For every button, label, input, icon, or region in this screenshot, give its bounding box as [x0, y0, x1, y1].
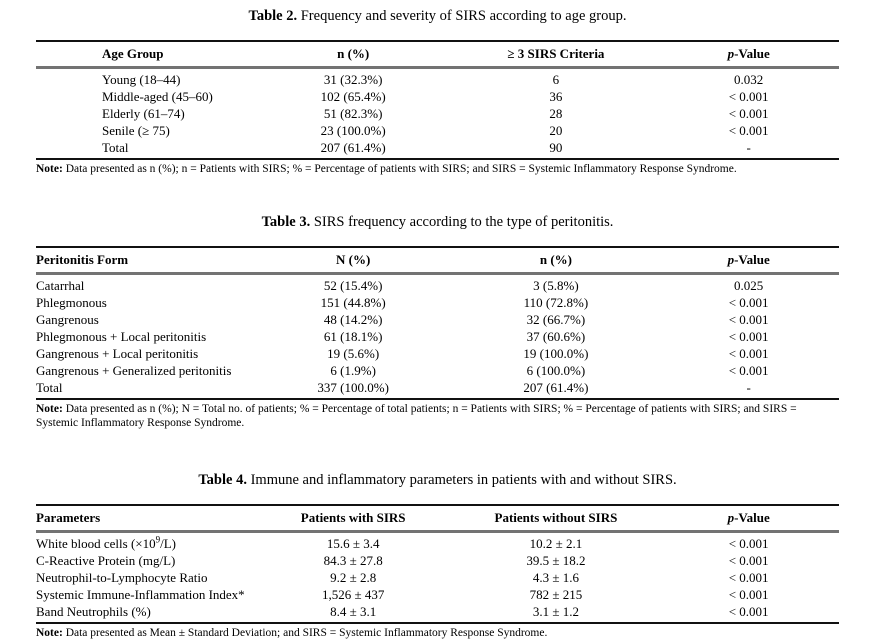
table-row: [36, 274, 839, 295]
table-cell: Gangrenous: [36, 312, 99, 327]
table3-caption-text: SIRS frequency according to the type of peritonitis.: [310, 214, 614, 230]
table-cell: Gangrenous + Local peritonitis: [36, 346, 199, 361]
table-cell: Band Neutrophils (%): [36, 604, 151, 619]
table2-caption: [36, 7, 839, 25]
table-cell: < 0.001: [728, 329, 769, 344]
table-cell: 337 (100.0%): [317, 380, 389, 395]
table-cell: 1,526 ± 437: [321, 587, 385, 602]
table-cell: 782 ± 215: [529, 587, 583, 602]
table-cell: < 0.001: [728, 570, 769, 585]
table-cell: < 0.001: [728, 295, 769, 310]
table3-note: [36, 402, 839, 430]
table2-caption-text: Frequency and severity of SIRS according to age group.: [297, 8, 627, 24]
table-cell: 36: [549, 89, 563, 104]
table2-note-text: Data presented as n (%); n = Patients with SIRS; % = Percentage of patients with SIRS; and SIRS = Systemic Inflammatory Response Syndrome.: [62, 163, 737, 175]
table-cell: Gangrenous + Generalized peritonitis: [36, 363, 232, 378]
table-cell: 6 (1.9%): [330, 363, 376, 378]
table3-caption: [36, 213, 839, 231]
table-row: [36, 105, 839, 122]
table-cell-wbc: [36, 532, 253, 553]
table3-note-text: Data presented as n (%); N = Total no. of patients; % = Percentage of total patients; n = Patients with SIRS; % = Percentage of patients with SIRS; and SIRS = Systemic Inflammatory Response Syndrome.: [36, 403, 797, 429]
p-value-italic-p: p: [727, 510, 735, 525]
table-cell: < 0.001: [728, 312, 769, 327]
table2-age-group-table: [36, 40, 839, 160]
table4-col-with-sirs: Patients with SIRS: [253, 505, 454, 532]
table-cell: 51 (82.3%): [323, 106, 383, 121]
table-cell: Senile (≥ 75): [102, 123, 170, 138]
table-cell: < 0.001: [728, 536, 769, 551]
table-cell: Systemic Immune-Inflammation Index*: [36, 587, 245, 602]
table-cell: 32 (66.7%): [526, 312, 586, 327]
table-row: [36, 532, 839, 553]
table-cell: 28: [549, 106, 563, 121]
table2-col-p-value: [658, 41, 839, 68]
table-cell: 90: [549, 140, 563, 155]
table3-col-n-pct: n (%): [454, 247, 659, 274]
table-row: [36, 328, 839, 345]
table-cell: 37 (60.6%): [526, 329, 586, 344]
table-cell: < 0.001: [728, 89, 769, 104]
table4-header-row: [36, 505, 839, 532]
table2-note-label: Note:: [36, 163, 63, 175]
table-cell: Catarrhal: [36, 278, 85, 293]
table-row-total: [36, 139, 839, 159]
table-cell: 19 (100.0%): [523, 346, 589, 361]
p-value-italic-p: p: [727, 252, 735, 267]
table2-header-row: [36, 41, 839, 68]
table-row: [36, 586, 839, 603]
table-cell: 6: [552, 72, 560, 87]
table4-caption: [36, 471, 839, 489]
wbc-prefix: White blood cells (×10: [36, 536, 156, 551]
table-cell: 207 (61.4%): [523, 380, 589, 395]
table-cell: Elderly (61–74): [102, 106, 185, 121]
wbc-superscript: 9: [155, 534, 161, 545]
table3-col-peritonitis-form: Peritonitis Form: [36, 247, 253, 274]
table-cell: 8.4 ± 3.1: [330, 604, 377, 619]
table-row: [36, 88, 839, 105]
table-cell: Neutrophil-to-Lymphocyte Ratio: [36, 570, 208, 585]
table-cell: 0.032: [734, 72, 764, 87]
table4-caption-text: Immune and inflammatory parameters in patients with and without SIRS.: [246, 472, 677, 488]
table-cell: 23 (100.0%): [320, 123, 386, 138]
table-row-total: [36, 379, 839, 399]
table3-col-N-pct: N (%): [253, 247, 454, 274]
table-cell: Middle-aged (45–60): [102, 89, 213, 104]
table2-col-age-group: Age Group: [36, 41, 253, 68]
table-row: [36, 68, 839, 89]
table4-caption-label: Table 4.: [198, 472, 247, 488]
table-cell: 39.5 ± 18.2: [526, 553, 586, 568]
table3-col-p-value: [658, 247, 839, 274]
table-cell: -: [746, 140, 751, 155]
table-cell: 20: [549, 123, 563, 138]
table-cell: 4.3 ± 1.6: [532, 570, 579, 585]
table-row: [36, 311, 839, 328]
table2-note: [36, 162, 839, 176]
table-cell: < 0.001: [728, 587, 769, 602]
table-cell: 48 (14.2%): [323, 312, 383, 327]
table4-note-text: Data presented as Mean ± Standard Deviation; and SIRS = Systemic Inflammatory Response Syndrome.: [62, 627, 548, 639]
table4-col-parameters: Parameters: [36, 505, 253, 532]
table4-parameters-table: [36, 504, 839, 624]
wbc-suffix: /L): [160, 536, 176, 551]
table2-col-sirs-criteria: ≥ 3 SIRS Criteria: [454, 41, 659, 68]
table-cell: < 0.001: [728, 604, 769, 619]
table-cell: 3 (5.8%): [533, 278, 579, 293]
table-cell: 207 (61.4%): [320, 140, 386, 155]
table-cell: < 0.001: [728, 106, 769, 121]
p-value-rest: -Value: [734, 510, 770, 525]
table3-caption-label: Table 3.: [261, 214, 311, 230]
table2-col-n-pct: n (%): [253, 41, 454, 68]
table-cell: Phlegmonous + Local peritonitis: [36, 329, 207, 344]
table2-caption-label: Table 2.: [248, 8, 298, 24]
table-row: [36, 362, 839, 379]
table-cell: 61 (18.1%): [323, 329, 383, 344]
table-cell: Young (18–44): [102, 72, 181, 87]
table-cell: 3.1 ± 1.2: [532, 604, 579, 619]
table-cell: Total: [102, 140, 129, 155]
table-cell: C-Reactive Protein (mg/L): [36, 553, 176, 568]
table-cell: 102 (65.4%): [320, 89, 386, 104]
table-cell: 84.3 ± 27.8: [323, 553, 383, 568]
table4-note-label: Note:: [36, 627, 63, 639]
table4-col-p-value: [658, 505, 839, 532]
table-cell: Total: [36, 380, 63, 395]
table-cell: Phlegmonous: [36, 295, 107, 310]
table4-col-without-sirs: Patients without SIRS: [454, 505, 659, 532]
table-row: [36, 122, 839, 139]
table-cell: < 0.001: [728, 553, 769, 568]
table-cell: 15.6 ± 3.4: [326, 536, 380, 551]
table-row: [36, 552, 839, 569]
table-cell: 31 (32.3%): [323, 72, 383, 87]
table-cell: 10.2 ± 2.1: [529, 536, 583, 551]
table-cell: 6 (100.0%): [526, 363, 586, 378]
p-value-italic-p: p: [727, 46, 735, 61]
table3-header-row: [36, 247, 839, 274]
table-row: [36, 294, 839, 311]
table3-note-label: Note:: [36, 403, 63, 415]
table3-peritonitis-table: [36, 246, 839, 400]
table-cell: 9.2 ± 2.8: [330, 570, 377, 585]
table-cell: < 0.001: [728, 346, 769, 361]
table-cell: < 0.001: [728, 363, 769, 378]
p-value-rest: -Value: [734, 46, 770, 61]
table-cell: 0.025: [734, 278, 764, 293]
table-cell: 151 (44.8%): [320, 295, 386, 310]
p-value-rest: -Value: [734, 252, 770, 267]
table-cell: 19 (5.6%): [327, 346, 380, 361]
table4-note: [36, 626, 839, 640]
table-row: [36, 345, 839, 362]
table-cell: 110 (72.8%): [523, 295, 589, 310]
table-row: [36, 603, 839, 623]
table-cell: 52 (15.4%): [323, 278, 383, 293]
table-cell: < 0.001: [728, 123, 769, 138]
table-cell: -: [746, 380, 751, 395]
table-row: [36, 569, 839, 586]
